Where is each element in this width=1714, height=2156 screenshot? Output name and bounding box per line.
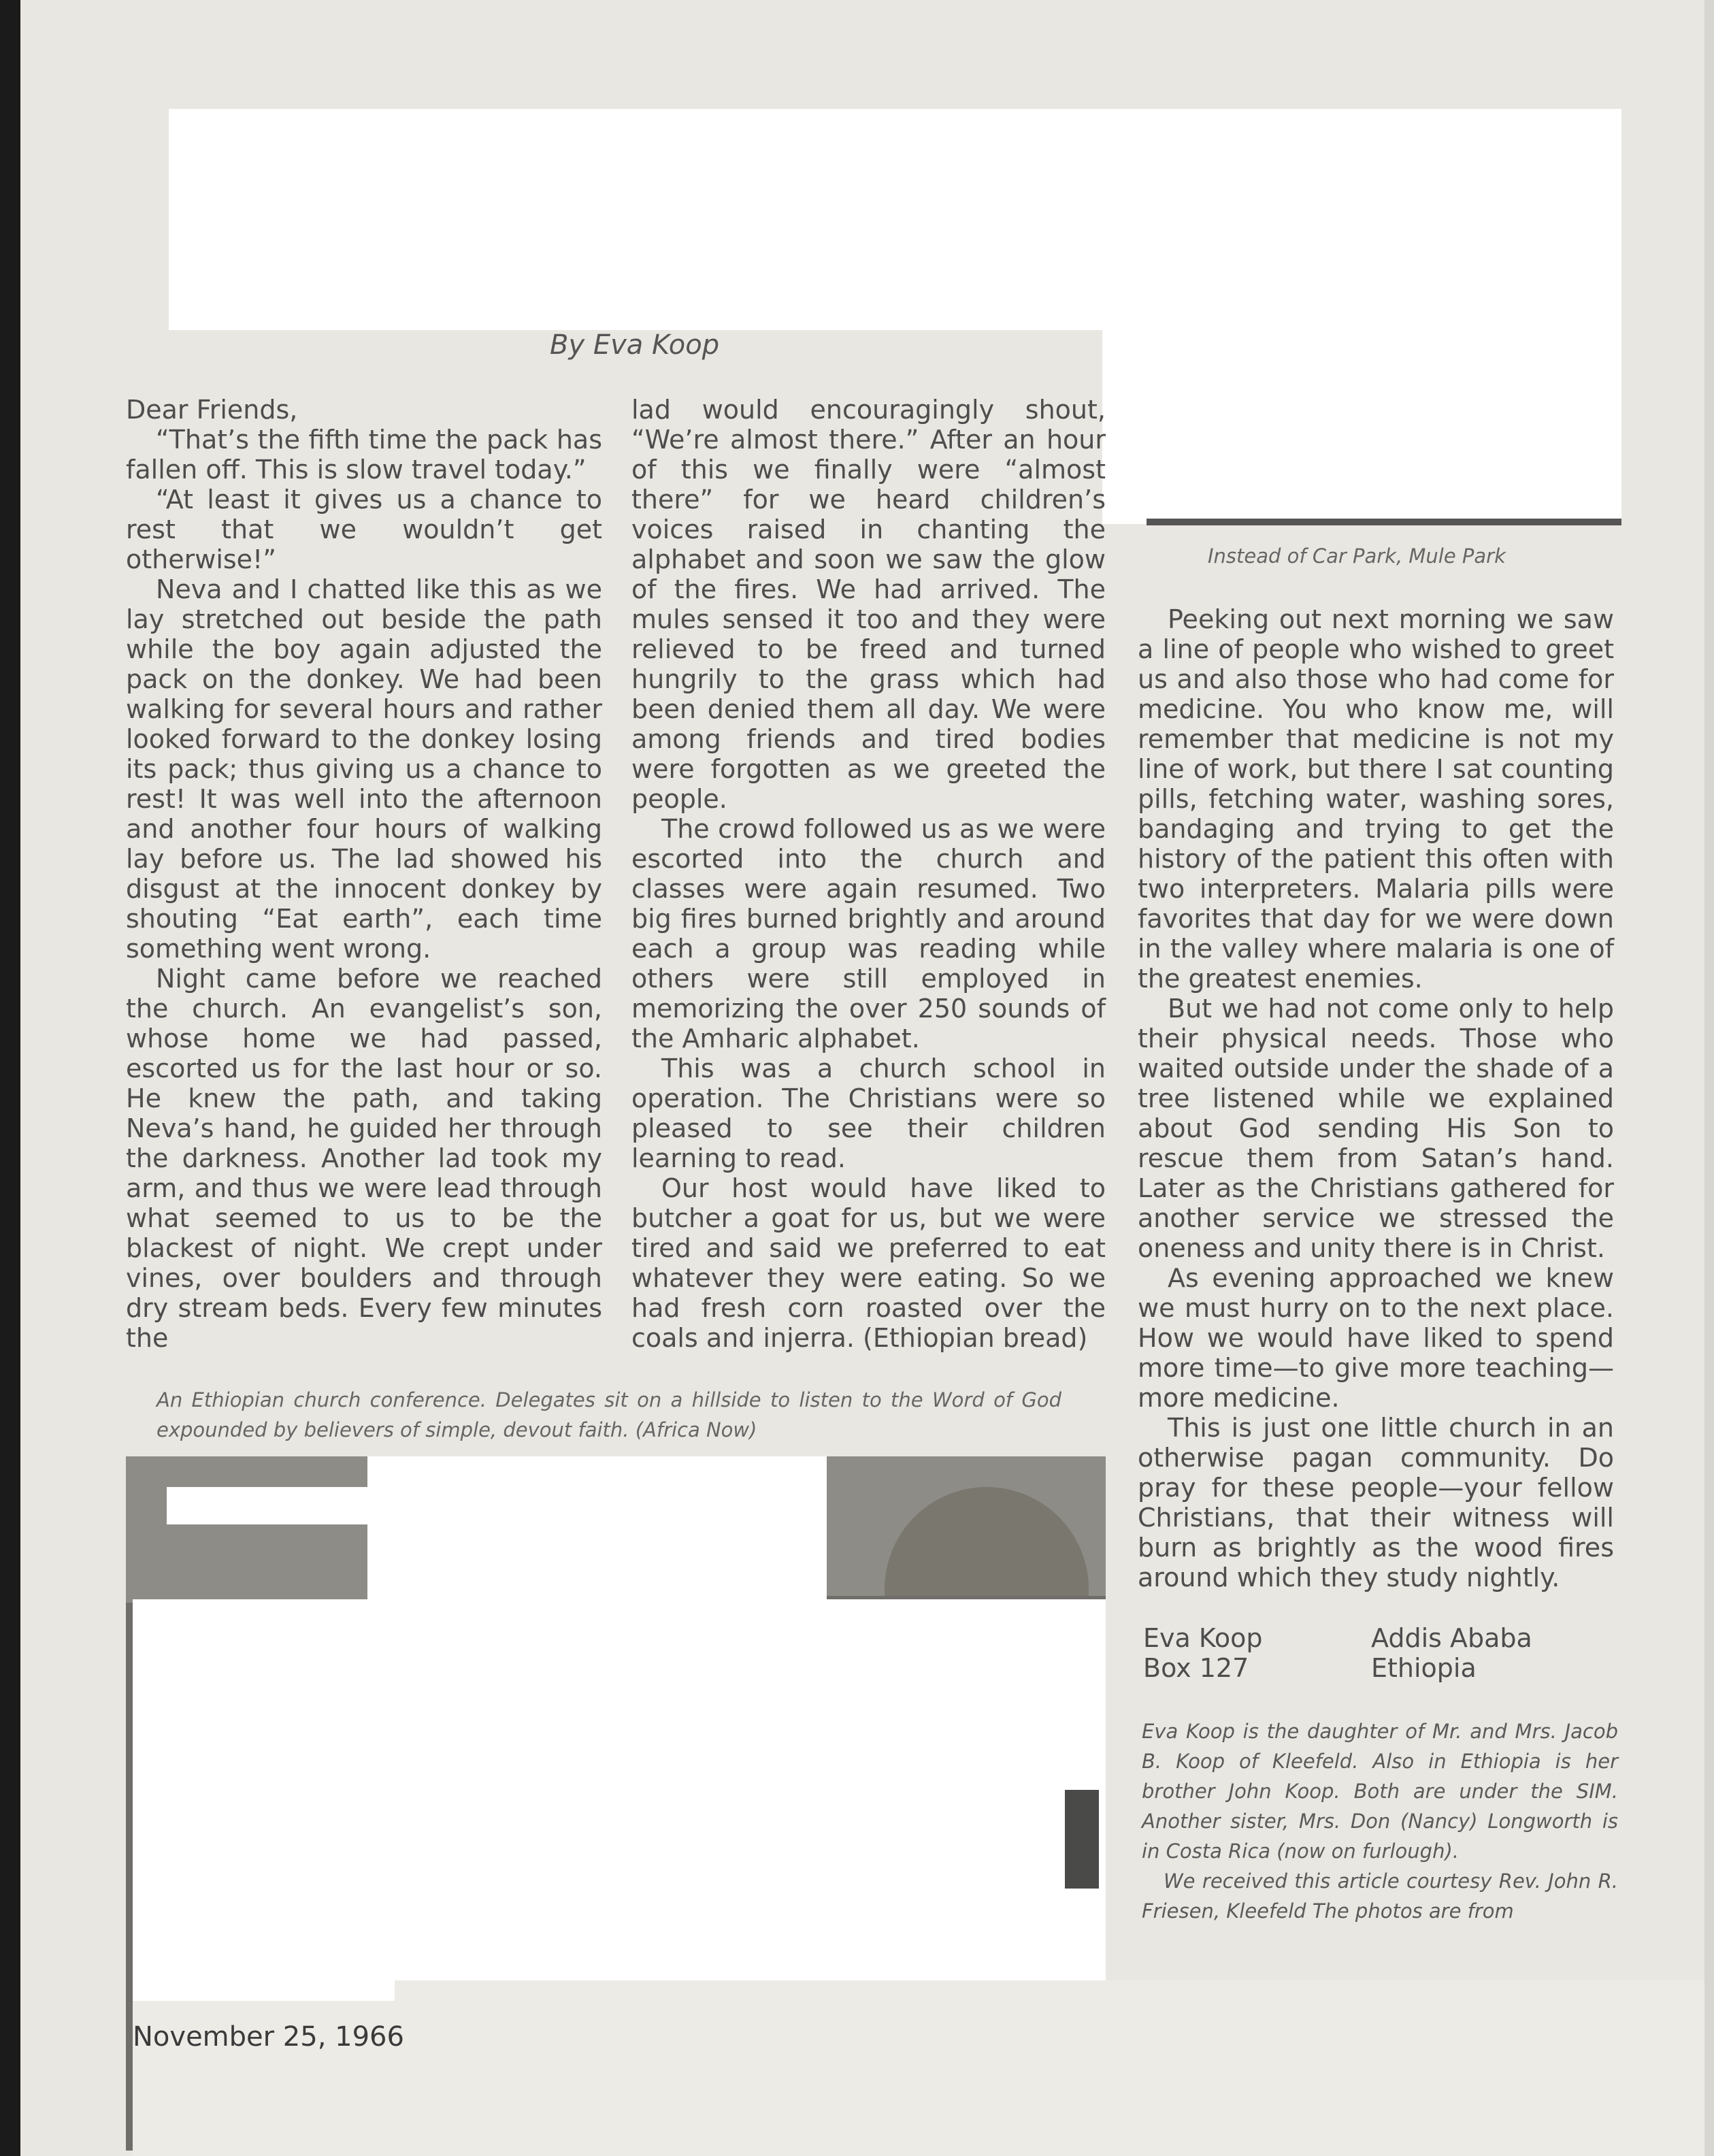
paragraph: As evening approached we knew we must hurry on to the next place. How we would have liked to spend more time—to give more teaching—more medicine.: [1138, 1263, 1614, 1413]
redacted-mule-photo: [1102, 330, 1621, 524]
paragraph: Night came before we reached the church. An evangelist’s son, whose home we had passed, escorted us for the last hour or so. He knew the path, and taking Neva’s hand, he guided her through the darkness. Another lad took my arm, and thus we were lead through what seemed to us to be the blackest of night. We crept under vines, over boulders and through dry stream beds. Every few minutes the: [126, 964, 602, 1353]
photo-fragment-left: [126, 1456, 367, 1603]
paragraph: The crowd followed us as we were escorted into the church and classes were again resumed. Two big fires burned brightly and around each a group was reading while others were still employed in memorizing the over 250 sounds of the Amharic alphabet.: [631, 814, 1106, 1054]
note-paragraph: We received this article courtesy Rev. John R. Friesen, Kleefeld The photos are from: [1142, 1869, 1618, 1923]
signature-country: Ethiopia: [1371, 1653, 1477, 1683]
mule-photo-strip: [1147, 519, 1621, 525]
signature-box: Box 127: [1143, 1653, 1249, 1683]
photo-edge-fragment: [1065, 1790, 1102, 1889]
redacted-photo-region: [1099, 1599, 1106, 1899]
article-column-1: [126, 395, 602, 1353]
note-paragraph: Eva Koop is the daughter of Mr. and Mrs. Jacob B. Koop of Kleefeld. Also in Ethiopia is her brother John Koop. Both are under the SIM. Another sister, Mrs. Don (Nancy) Longworth is in Costa Rica (now on furlough).: [1142, 1720, 1618, 1863]
paragraph: Neva and I chatted like this as we lay stretched out beside the path while the boy again adjusted the pack on the donkey. We had been walking for several hours and rather looked forward to the donkey losing its pack; thus giving us a chance to rest! It was well into the afternoon and another four hours of walking lay before us. The lad showed his disgust at the innocent donkey by shouting “Eat earth”, each time something went wrong.: [126, 574, 602, 964]
photo-caption-church-conference: An Ethiopian church conference. Delegates sit on a hillside to listen to the Word of God expounded by believers of simple, devout faith. (Africa Now): [156, 1388, 1061, 1441]
redacted-photo-region: [167, 1487, 367, 1524]
paragraph: Dear Friends,: [126, 395, 298, 425]
page-left-edge: [0, 0, 20, 2156]
page-right-edge: [1704, 0, 1714, 2156]
paragraph: Peeking out next morning we saw a line of people who wished to greet us and also those who had come for medicine. You who know me, will remember that medicine is not my line of work, but there I sat counting pills, fetching water, washing sores, bandaging and trying to get the history of the patient this often with two interpreters. Malaria pills were favorites that day for we were down in the valley where malaria is one of the greatest enemies.: [1138, 604, 1614, 994]
article-column-2: [631, 395, 1106, 1353]
paragraph: But we had not come only to help their physical needs. Those who waited outside under the shade of a tree listened while we explained about God sending His Son to rescue them from Satan’s hand. Later as the Christians gathered for another service we stressed the oneness and unity there is in Christ.: [1138, 994, 1614, 1263]
redacted-photo-region: [395, 1980, 1106, 2156]
paragraph: lad would encouragingly shout, “We’re almost there.” After an hour of this we finally were “almost there” for we heard children’s voices raised in chanting the alphabet and soon we saw the glow of the fires. We had arrived. The mules sensed it too and they were relieved to be freed and turned hungrily to the grass which had been denied them all day. We were among friends and tired bodies were forgotten as we greeted the people.: [631, 395, 1106, 814]
signature-block: [1143, 1623, 1532, 1683]
redacted-photo-region: [133, 1599, 1106, 2008]
byline: By Eva Koop: [550, 329, 720, 361]
paragraph: “At least it gives us a chance to rest that we wouldn’t get otherwise!”: [126, 485, 602, 574]
paragraph: This was a church school in operation. The Christians were so pleased to see their children learning to read.: [631, 1054, 1106, 1173]
paragraph: Our host would have liked to butcher a goat for us, but we were tired and said we preferred to eat whatever they were eating. So we had fresh corn roasted over the coals and injerra. (Ethiopian bread): [631, 1173, 1106, 1353]
author-note: [1142, 1716, 1618, 1926]
photo-caption-mule-park: Instead of Car Park, Mule Park: [1208, 544, 1506, 568]
paragraph: “That’s the fifth time the pack has fallen off. This is slow travel today.”: [126, 425, 602, 485]
article-column-3: [1138, 604, 1614, 1592]
signature-city: Addis Ababa: [1371, 1623, 1532, 1653]
issue-date: November 25, 1966: [133, 2021, 404, 2053]
redacted-photo-region: [367, 1456, 827, 1616]
paragraph: This is just one little church in an otherwise pagan community. Do pray for these people—your fellow Christians, that their witness will burn as brightly as the wood fires around which they study nightly.: [1138, 1413, 1614, 1592]
signature-name: Eva Koop: [1143, 1623, 1263, 1653]
redacted-title-block: [169, 109, 1621, 330]
